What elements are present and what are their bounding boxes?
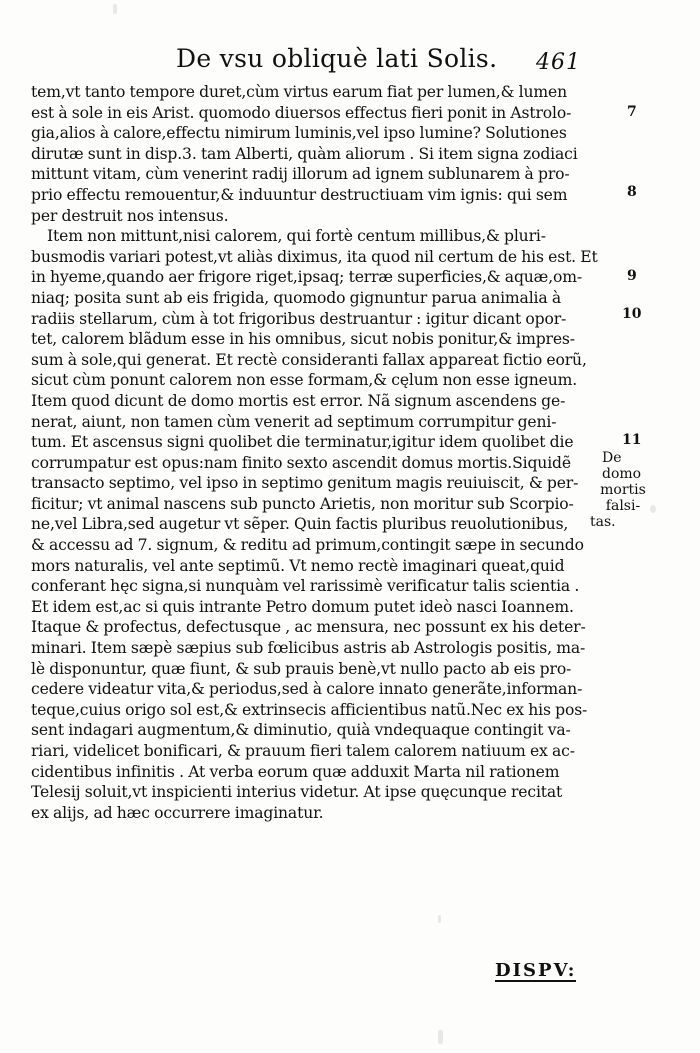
text-line: nerat, aiunt, non tamen cùm venerit ad septimum corrumpitur geni- bbox=[31, 412, 557, 431]
text-line: Item quod dicunt de domo mortis est error. Nã signum ascendens ge- bbox=[31, 391, 566, 410]
text-line: gia,alios à calore,effectu nimirum luminis,vel ipso lumine? Solutiones bbox=[31, 124, 567, 143]
text-line: mittunt vitam, cùm venerint radij illorum ad ignem sublunarem à pro- bbox=[31, 165, 570, 184]
text-line: niaq; posita sunt ab eis frigida, quomodo gignuntur parua animalia à bbox=[31, 288, 561, 307]
text-line: dirutæ sunt in disp.3. tam Alberti, quàm aliorum . Si item signa zodiaci bbox=[31, 144, 578, 163]
margin-note bbox=[590, 450, 656, 530]
text-line: sum à sole,qui generat. Et rectè consideranti fallax appareat fictio eorũ, bbox=[31, 350, 587, 369]
text-line: ne,vel Libra,sed augetur vt sẽper. Quin factis pluribus reuolutionibus, bbox=[31, 515, 569, 534]
text-line: ex alijs, ad hæc occurrere imaginatur. bbox=[31, 803, 324, 822]
catchword: DISPV: bbox=[495, 960, 577, 981]
text-line: conferant hęc signa,si nunquàm vel rarissimè verificatur talis scientia . bbox=[31, 577, 580, 596]
text-line: per destruit nos intensus. bbox=[31, 206, 229, 225]
text-line: ficitur; vt animal nascens sub puncto Arietis, non moritur sub Scorpio- bbox=[31, 494, 574, 513]
text-line: tet, calorem blãdum esse in his omnibus, sicut nobis ponitur,& impres- bbox=[31, 330, 575, 349]
paper-mark bbox=[438, 915, 441, 923]
text-line: radiis stellarum, cùm à tot frigoribus destruantur : igitur dicant opor- bbox=[31, 309, 567, 328]
paper-stain bbox=[650, 505, 656, 513]
text-line: Telesij soluit,vt inspicienti interius videtur. At ipse quęcunque recitat bbox=[31, 783, 563, 802]
text-line: corrumpatur est opus:nam finito sexto ascendit domus mortis.Siquidẽ bbox=[31, 453, 571, 472]
text-line: mors naturalis, vel ante septimũ. Vt nemo rectè imaginari queat,quid bbox=[31, 556, 565, 575]
margin-number-8: 8 bbox=[627, 184, 637, 200]
margin-note-line: mortis falsi- bbox=[600, 482, 646, 514]
text-line: cidentibus infinitis . At verba eorum quæ adduxit Marta nil rationem bbox=[31, 762, 560, 781]
margin-number-9: 9 bbox=[627, 268, 637, 284]
running-title: De vsu obliquè lati Solis. bbox=[176, 44, 498, 73]
text-line: Item non mittunt,nisi calorem, qui fortè centum millibus,& pluri- bbox=[47, 227, 546, 246]
margin-number-7: 7 bbox=[627, 104, 637, 120]
text-line: Itaque & profectus, defectusque , ac mensura, nec possunt ex his deter- bbox=[31, 618, 586, 637]
text-line: prio effectu remouentur,& induuntur destructiuam vim ignis: qui sem bbox=[31, 185, 568, 204]
body-text bbox=[31, 82, 598, 823]
text-line: est à sole in eis Arist. quomodo diuersos effectus fieri ponit in Astrolo- bbox=[31, 103, 572, 122]
page-number: 461 bbox=[536, 50, 581, 75]
paper-mark bbox=[438, 1030, 443, 1044]
text-line: busmodis variari potest,vt aliàs diximus, ita quod nil certum de his est. Et bbox=[31, 247, 598, 266]
text-line: tem,vt tanto tempore duret,cùm virtus earum fiat per lumen,& lumen bbox=[31, 83, 567, 101]
text-line: Et idem est,ac si quis intrante Petro domum putet ideò nasci Ioannem. bbox=[31, 597, 574, 616]
text-line: teque,cuius origo sol est,& extrinsecis afficientibus natũ.Nec ex his pos- bbox=[31, 700, 588, 719]
text-line: tum. Et ascensus signi quolibet die terminatur,igitur idem quolibet die bbox=[31, 433, 574, 452]
text-line: riari, videlicet bonificari, & prauum fieri talem calorem natiuum ex ac- bbox=[31, 742, 575, 760]
text-line: minari. Item sæpè sæpius sub fœlicibus astris ab Astrologis positis, ma- bbox=[31, 639, 586, 658]
text-line: sent indagari augmentum,& diminutio, quià vndequaque contingit va- bbox=[31, 721, 571, 740]
text-line: sicut cùm ponunt calorem non esse formam,& cęlum non esse igneum. bbox=[31, 371, 578, 390]
text-line: cedere videatur vita,& periodus,sed à calore innato generãte,informan- bbox=[31, 680, 583, 699]
margin-number-11: 11 bbox=[622, 432, 642, 448]
margin-note-line: tas. bbox=[590, 514, 616, 530]
text-line: & accessu ad 7. signum, & reditu ad primum,contingit sæpe in secundo bbox=[31, 536, 584, 555]
text-line: lè disponuntur, quæ fiunt, & sub prauis benè,vt nullo pacto ab eis pro- bbox=[31, 659, 572, 678]
margin-number-10: 10 bbox=[622, 306, 642, 322]
margin-note-line: De domo bbox=[602, 450, 642, 482]
text-line: in hyeme,quando aer frigore riget,ipsaq; terræ superficies,& aquæ,om- bbox=[31, 268, 582, 287]
text-line: transacto septimo, vel ipso in septimo genitum magis reuiuiscit, & per- bbox=[31, 474, 579, 493]
paper-mark bbox=[113, 4, 117, 14]
